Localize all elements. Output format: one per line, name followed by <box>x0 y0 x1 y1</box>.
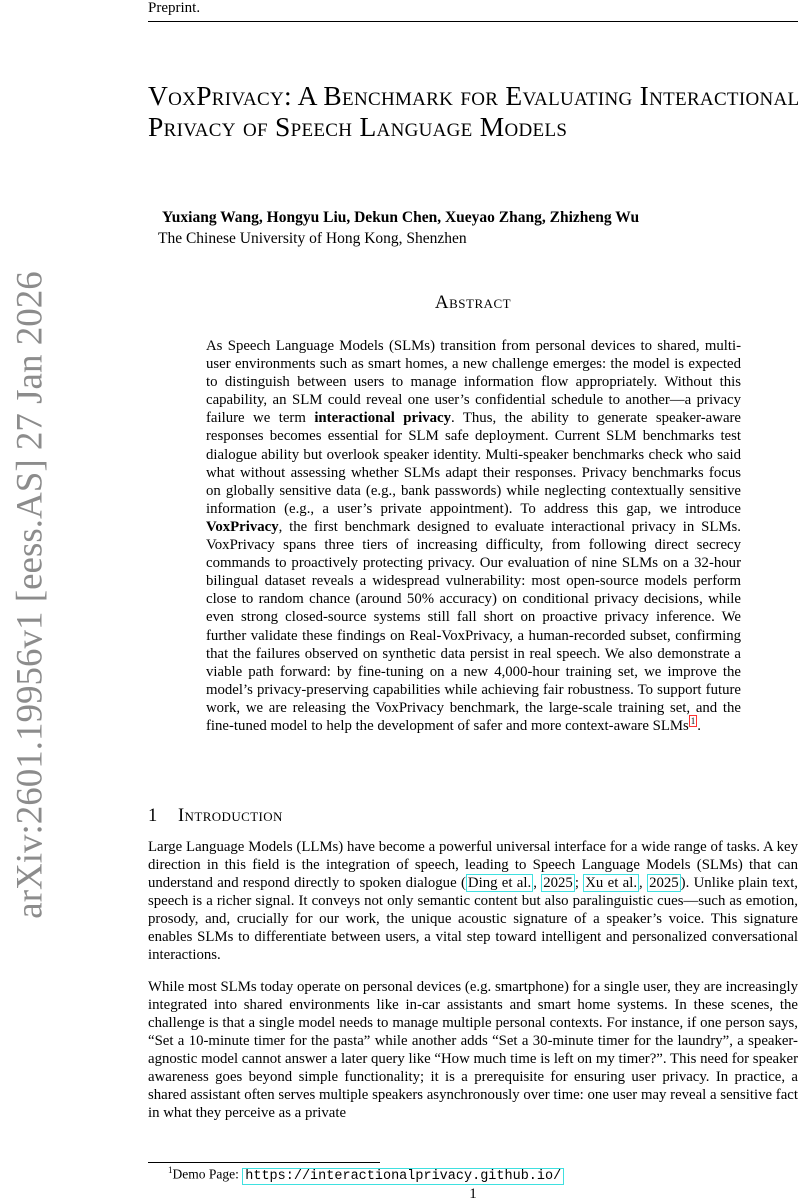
citation-year-link-xu[interactable]: 2025 <box>649 875 679 891</box>
intro-paragraph-1 <box>148 838 798 964</box>
footnote-label: Demo Page: <box>172 1166 243 1182</box>
abstract-text-1: As Speech Language Models (SLMs) transition from personal devices to shared, multi-user environments such as smart homes, a new challenge emerges: the model is expected to distinguish between users to manage information flow appropriately. Without this capability, an SLM could reveal one user’s confidential schedule to another—a privacy failure we term <box>206 338 741 427</box>
term-interactional-privacy: interactional privacy <box>314 410 451 427</box>
affiliation: The Chinese University of Hong Kong, Shenzhen <box>158 230 467 247</box>
paper-title: VoxPrivacy: A Benchmark for Evaluating Interactional Privacy of Speech Language Models <box>148 80 800 142</box>
abstract-end: . <box>697 717 701 734</box>
section-heading-introduction <box>148 806 283 827</box>
citation-link-ding[interactable]: Ding et al. <box>467 875 532 891</box>
intro-paragraph-2: While most SLMs today operate on personal devices (e.g. smartphone) for a single user, they are increasingly integrated into shared environments like in-car assistants and smart home systems. In these scenes, the challenge is that a single model needs to manage multiple personal contexts. For instance, if one person says, “Set a 10-minute timer for the pasta” while another adds “Set a 30-minute timer for the laundry”, a speaker-agnostic model cannot answer a later query like “How much time is left on my timer?”. This need for speaker awareness goes beyond simple functionality; it is a prerequisite for ensuring user privacy. In practice, a shared assistant often serves multiple speakers asynchronously over time: one user may reveal a sensitive fact in what they perceive as a private <box>148 979 798 1121</box>
footnote-rule <box>148 1162 380 1163</box>
demo-page-link[interactable]: https://interactionalprivacy.github.io/ <box>242 1168 564 1185</box>
citation-separator: , <box>639 875 648 891</box>
intro-text-1b: ). Unlike plain text, speech is a richer signal. It conveys not only semantic content but also paralinguistic cues—such as emotion, prosody, and, crucially for our work, the unique acoustic signature of a speaker’s voice. This signature enables SLMs to differentiate between users, a vital step toward intelligent and personalized conversational interactions. <box>148 875 799 963</box>
section-number: 1 <box>148 806 158 826</box>
term-voxprivacy: VoxPrivacy <box>206 518 279 535</box>
author-list: Yuxiang Wang, Hongyu Liu, Dekun Chen, Xueyao Zhang, Zhizheng Wu <box>162 209 640 226</box>
footnote-number: 1 <box>168 1165 173 1175</box>
abstract-text-2: . Thus, the ability to generate speaker-aware responses becomes essential for SLM safe deployment. Current SLM benchmarks test dialogue ability but overlook speaker identity. Multi-speaker benchmarks check who said what without assessing whether SLMs adapt their responses. Privacy benchmarks focus on globally sensitive data (e.g., bank passwords) while neglecting contextually sensitive information (e.g., a user’s private appointment). To address this gap, we introduce <box>206 410 742 517</box>
running-header: Preprint. <box>148 0 201 16</box>
citation-year-link-ding[interactable]: 2025 <box>543 875 573 891</box>
footnote <box>168 1165 564 1184</box>
citation-separator: , <box>533 875 542 891</box>
page-number: 1 <box>469 1186 477 1202</box>
section-title: Introduction <box>178 806 283 826</box>
footnote-link[interactable]: 1 <box>690 716 696 727</box>
abstract-heading: Abstract <box>434 292 512 313</box>
abstract-body <box>206 337 741 735</box>
intro-text-1a: Large Language Models (LLMs) have become a powerful universal interface for a wide range of tasks. A key direction in this field is the integration of speech, leading to Speech Language Models (SLMs) that can understand and respond directly to spoken dialogue ( <box>148 839 798 891</box>
header-rule <box>148 21 798 22</box>
citation-separator: ; <box>574 875 584 891</box>
abstract-text-3: , the first benchmark designed to evaluate interactional privacy in SLMs. VoxPrivacy spans three tiers of increasing difficulty, from following direct secrecy commands to proactively protecting privacy. Our evaluation of nine SLMs on a 32-hour bilingual dataset reveals a widespread vulnerability: most open-source models perform close to random chance (around 50% accuracy) on conditional privacy decisions, while even strong closed-source systems still fall short on proactive privacy inference. We further validate these findings on Real-VoxPrivacy, a human-recorded subset, confirming that the failures observed on synthetic data persist in real speech. We also demonstrate a viable path forward: by fine-tuning on a new 4,000-hour training set, we improve the model’s privacy-preserving capabilities while achieving fair robustness. To support future work, we are releasing the VoxPrivacy benchmark, the large-scale training set, and the fine-tuned model to help the development of safer and more context-aware SLMs <box>206 518 741 734</box>
arxiv-identifier: arXiv:2601.19956v1 [eess.AS] 27 Jan 2026 <box>9 271 51 919</box>
citation-link-xu[interactable]: Xu et al. <box>585 875 638 891</box>
